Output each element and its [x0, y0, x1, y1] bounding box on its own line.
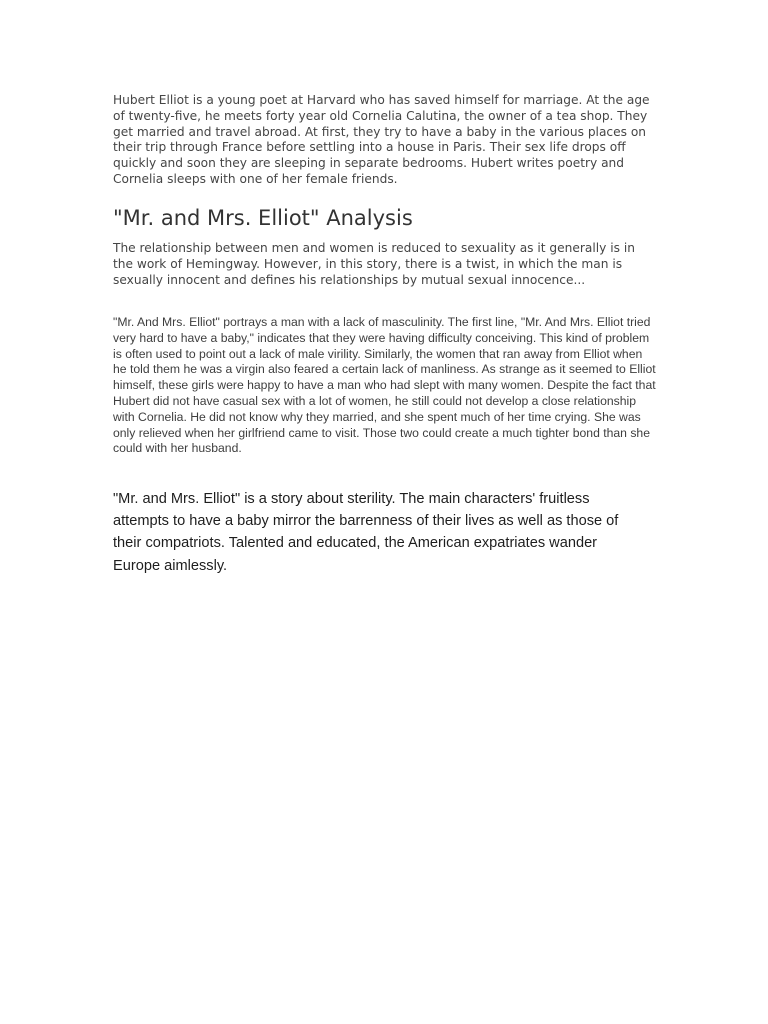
sterility-paragraph: "Mr. and Mrs. Elliot" is a story about sterility. The main characters' fruitless attempts to have a baby mirror the barrenness of their lives as well as those of their compatriots. Talented and educated, the American expatriates wander Europe aimlessly.	[113, 491, 619, 574]
masculinity-paragraph: "Mr. And Mrs. Elliot" portrays a man with a lack of masculinity. The first line, "Mr. And Mrs. Elliot tried very hard to have a baby," indicates that they were having difficulty conceiving. This kind of problem is often used to point out a lack of male virility. Similarly, the women that ran away from Elliot when he told them he was a virgin also feared a certain lack of manliness. As strange as it seemed to Elliot himself, these girls were happy to have a man who had slept with many women. Despite the fact that Hubert did not have casual sex with a lot of women, he still could not develop a close relationship with Cornelia. He did not know why they married, and she spent much of her time crying. She was only relieved when her girlfriend came to visit. Those two could create a much tighter bond than she could with her husband.	[113, 315, 656, 456]
analysis-heading: "Mr. and Mrs. Elliot" Analysis	[113, 206, 413, 230]
intro-paragraph: Hubert Elliot is a young poet at Harvard who has saved himself for marriage. At the age of twenty-five, he meets forty year old Cornelia Calutina, the owner of a tea shop. They get married and travel abroad. At first, they try to have a baby in the various places on their trip through France before settling into a house in Paris. Their sex life drops off quickly and soon they are sleeping in separate bedrooms. Hubert writes poetry and Cornelia sleeps with one of her female friends.	[113, 93, 650, 186]
analysis-paragraph: The relationship between men and women is reduced to sexuality as it generally is in the work of Hemingway. However, in this story, there is a twist, in which the man is sexually innocent and defines his relationships by mutual sexual innocence...	[113, 241, 635, 287]
